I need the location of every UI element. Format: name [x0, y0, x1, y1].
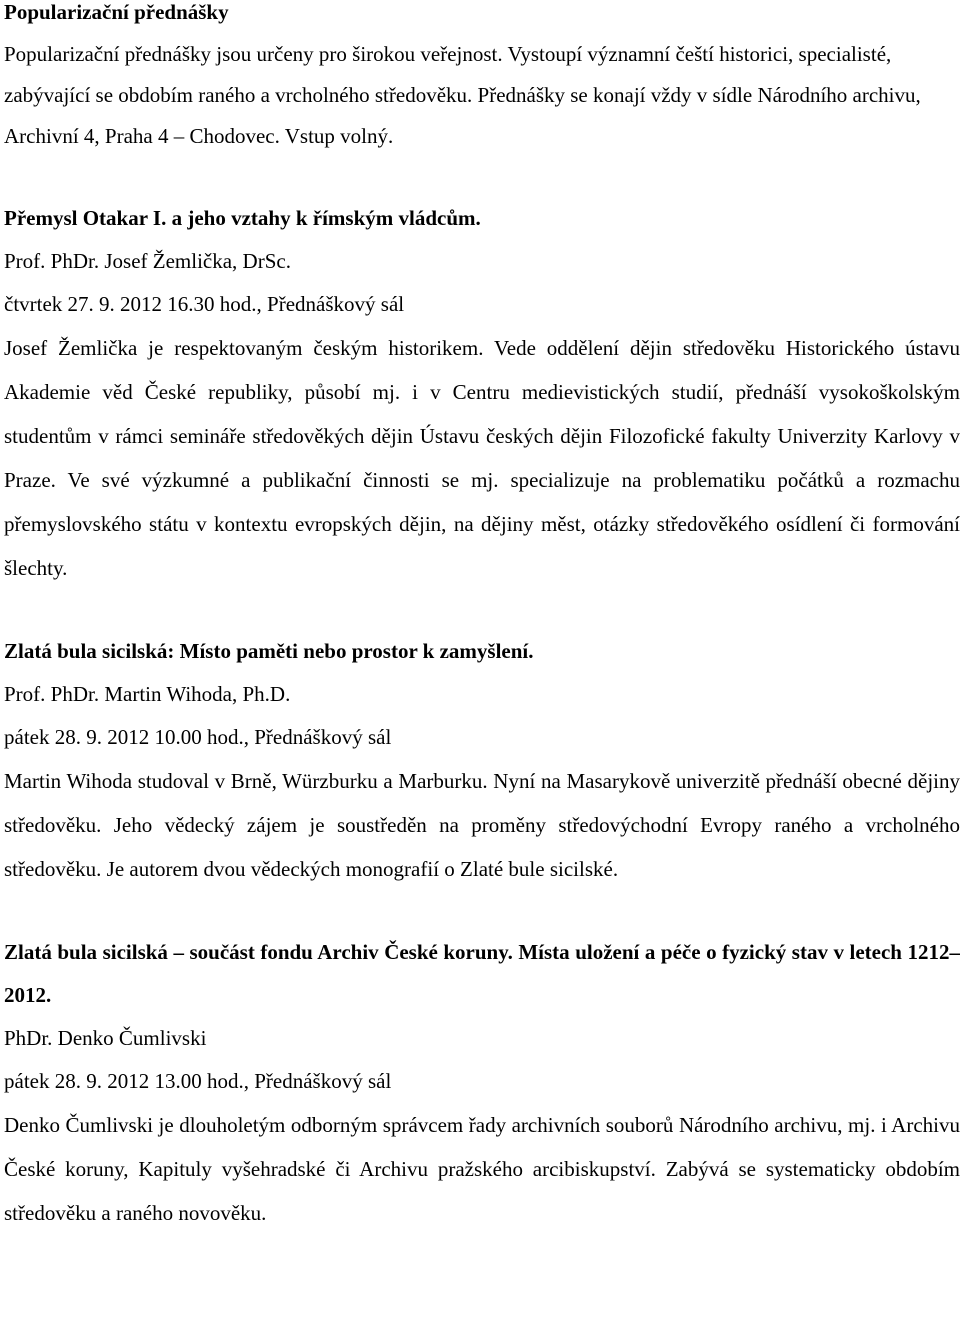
lecture-datetime: pátek 28. 9. 2012 10.00 hod., Přednáškový sál: [4, 725, 392, 749]
lecture-title: Zlatá bula sicilská – součást fondu Archiv České koruny. Místa uložení a péče o fyzický stav v letech 1212–2012.: [4, 940, 960, 1007]
lecture-description: Josef Žemlička je respektovaným českým historikem. Vede oddělení dějin středověku Historického ústavu Akademie věd České republiky, působí mj. i v Centru medievistických studií, přednáší vysokoškolským studentům v rámci semináře středověkých dějin Ústavu českých dějin Filozofické fakulty Univerzity Karlovy v Praze. Ve své výzkumné a publikační činnosti se mj. specializuje na problematiku počátků a rozmachu přemyslovského státu v kontextu evropských dějin, na dějiny měst, otázky středověkého osídlení či formování šlechty.: [4, 336, 960, 580]
lecture-3: [4, 931, 960, 1235]
intro-paragraph: Popularizační přednášky jsou určeny pro širokou veřejnost. Vystoupí významní čeští historici, specialisté, zabývající se obdobím raného a vrcholného středověku. Přednášky se konají vždy v sídle Národního archivu, Archivní 4, Praha 4 – Chodovec. Vstup volný.: [4, 42, 921, 148]
lecture-2: [4, 630, 960, 891]
lecture-speaker: Prof. PhDr. Josef Žemlička, DrSc.: [4, 249, 291, 273]
page-heading: Popularizační přednášky: [4, 0, 229, 24]
lecture-speaker: Prof. PhDr. Martin Wihoda, Ph.D.: [4, 682, 291, 706]
lecture-speaker: PhDr. Denko Čumlivski: [4, 1026, 207, 1050]
lecture-title: Přemysl Otakar I. a jeho vztahy k římským vládcům.: [4, 206, 481, 230]
lecture-description: Denko Čumlivski je dlouholetým odborným správcem řady archivních souborů Národního archivu, mj. i Archivu České koruny, Kapituly vyšehradské či Archivu pražského arcibiskupství. Zabývá se systematicky obdobím středověku a raného novověku.: [4, 1113, 960, 1225]
lecture-1: [4, 197, 960, 590]
lecture-title: Zlatá bula sicilská: Místo paměti nebo prostor k zamyšlení.: [4, 639, 534, 663]
lecture-datetime: čtvrtek 27. 9. 2012 16.30 hod., Přednáškový sál: [4, 292, 405, 316]
lecture-datetime: pátek 28. 9. 2012 13.00 hod., Přednáškový sál: [4, 1069, 392, 1093]
lecture-description: Martin Wihoda studoval v Brně, Würzburku a Marburku. Nyní na Masarykově univerzitě přednáší obecné dějiny středověku. Jeho vědecký zájem je soustředěn na proměny středovýchodní Evropy raného a vrcholného středověku. Je autorem dvou vědeckých monografií o Zlaté bule sicilské.: [4, 769, 960, 881]
